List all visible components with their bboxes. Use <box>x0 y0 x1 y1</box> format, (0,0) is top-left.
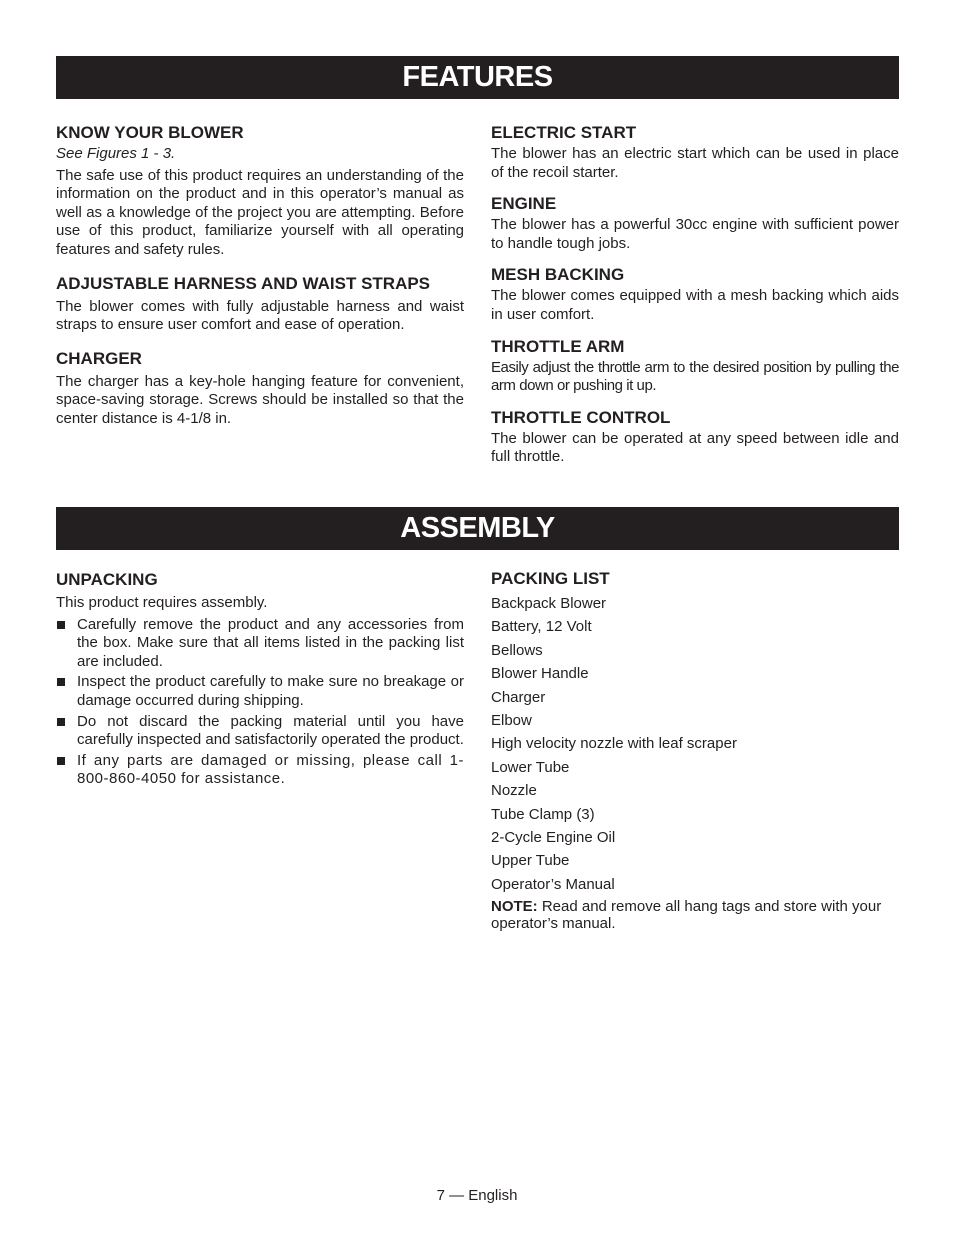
know-your-blower-text: The safe use of this product requires an understanding of the information on the product and in this operator’s manual as well as a knowledge of the project you are attempting. Before use of this product, familiarize yourself with all operating features and safety rules. <box>56 166 464 258</box>
list-item <box>56 713 464 750</box>
packing-list-heading: PACKING LIST <box>491 569 610 588</box>
square-bullet-icon <box>57 757 65 765</box>
electric-start-text: The blower has an electric start which can be used in place of the recoil starter. <box>491 145 899 181</box>
packing-list-column <box>491 569 899 932</box>
throttle-arm-text: Easily adjust the throttle arm to the desired position by pulling the arm down or pushing it up. <box>491 358 899 395</box>
engine-text: The blower has a powerful 30cc engine with sufficient power to handle tough jobs. <box>491 216 899 252</box>
features-title: FEATURES <box>402 61 553 93</box>
harness-text: The blower comes with fully adjustable harness and waist straps to ensure user comfort and ease of operation. <box>56 297 464 334</box>
square-bullet-icon <box>57 718 65 726</box>
know-your-blower-heading: KNOW YOUR BLOWER <box>56 123 244 142</box>
mesh-backing-text: The blower comes equipped with a mesh backing which aids in user comfort. <box>491 287 899 323</box>
list-item: Operator’s Manual <box>491 875 615 893</box>
list-item: Bellows <box>491 641 543 659</box>
assembly-banner <box>56 507 899 550</box>
page-number: 7 — English <box>436 1187 518 1204</box>
unpacking-item-text: Do not discard the packing material until you have carefully inspected and satisfactorily operated the product. <box>77 712 464 749</box>
packing-list <box>491 592 899 896</box>
unpacking-intro: This product requires assembly. <box>56 594 268 611</box>
features-right-column <box>491 123 899 479</box>
mesh-backing-section <box>491 265 899 324</box>
square-bullet-icon <box>57 621 65 629</box>
list-item: Nozzle <box>491 782 537 800</box>
harness-heading: ADJUSTABLE HARNESS AND WAIST STRAPS <box>56 273 431 293</box>
list-item: Upper Tube <box>491 852 570 870</box>
charger-section <box>56 349 464 429</box>
throttle-control-heading: THROTTLE CONTROL <box>491 407 671 427</box>
engine-section <box>491 194 899 253</box>
note-label: NOTE: <box>491 898 538 916</box>
list-item: Battery, 12 Volt <box>491 618 592 636</box>
list-item: Lower Tube <box>491 758 570 776</box>
know-your-blower-section <box>56 123 464 260</box>
page-footer <box>0 1187 954 1205</box>
throttle-control-section <box>491 408 899 467</box>
list-item <box>56 673 464 710</box>
unpacking-item-text: Carefully remove the product and any accessories from the box. Make sure that all items listed in the packing list are included. <box>77 615 464 670</box>
throttle-control-text: The blower can be operated at any speed between idle and full throttle. <box>491 429 899 466</box>
electric-start-section <box>491 123 899 182</box>
list-item <box>56 616 464 672</box>
list-item: Backpack Blower <box>491 595 607 612</box>
unpacking-list <box>56 616 464 789</box>
features-banner <box>56 56 899 99</box>
packing-note <box>491 898 899 932</box>
square-bullet-icon <box>57 678 65 686</box>
mesh-backing-heading: MESH BACKING <box>491 265 625 285</box>
note-text: Read and remove all hang tags and store with your operator’s manual. <box>491 898 882 933</box>
charger-heading: CHARGER <box>56 348 142 368</box>
list-item: High velocity nozzle with leaf scraper <box>491 735 737 753</box>
harness-section <box>56 274 464 335</box>
charger-text: The charger has a key-hole hanging feature for convenient, space-saving storage. Screws should be installed so that the center distance is 4-1/8 in. <box>56 372 464 427</box>
electric-start-heading: ELECTRIC START <box>491 123 637 142</box>
unpacking-heading: UNPACKING <box>56 570 158 589</box>
unpacking-item-text: If any parts are damaged or missing, please call 1-800-860-4050 for assistance. <box>77 751 464 788</box>
see-figures-note: See Figures 1 - 3. <box>56 145 176 162</box>
throttle-arm-heading: THROTTLE ARM <box>491 336 625 356</box>
unpacking-item-text: Inspect the product carefully to make sure no breakage or damage occurred during shipping. <box>77 673 464 709</box>
list-item: Charger <box>491 688 546 706</box>
features-left-column <box>56 123 464 443</box>
assembly-title: ASSEMBLY <box>400 512 555 544</box>
list-item: 2-Cycle Engine Oil <box>491 829 616 847</box>
list-item: Blower Handle <box>491 665 589 683</box>
engine-heading: ENGINE <box>491 194 557 214</box>
list-item: Tube Clamp (3) <box>491 805 595 823</box>
list-item <box>56 752 464 789</box>
throttle-arm-section <box>491 337 899 396</box>
unpacking-column <box>56 570 464 791</box>
list-item: Elbow <box>491 712 532 730</box>
